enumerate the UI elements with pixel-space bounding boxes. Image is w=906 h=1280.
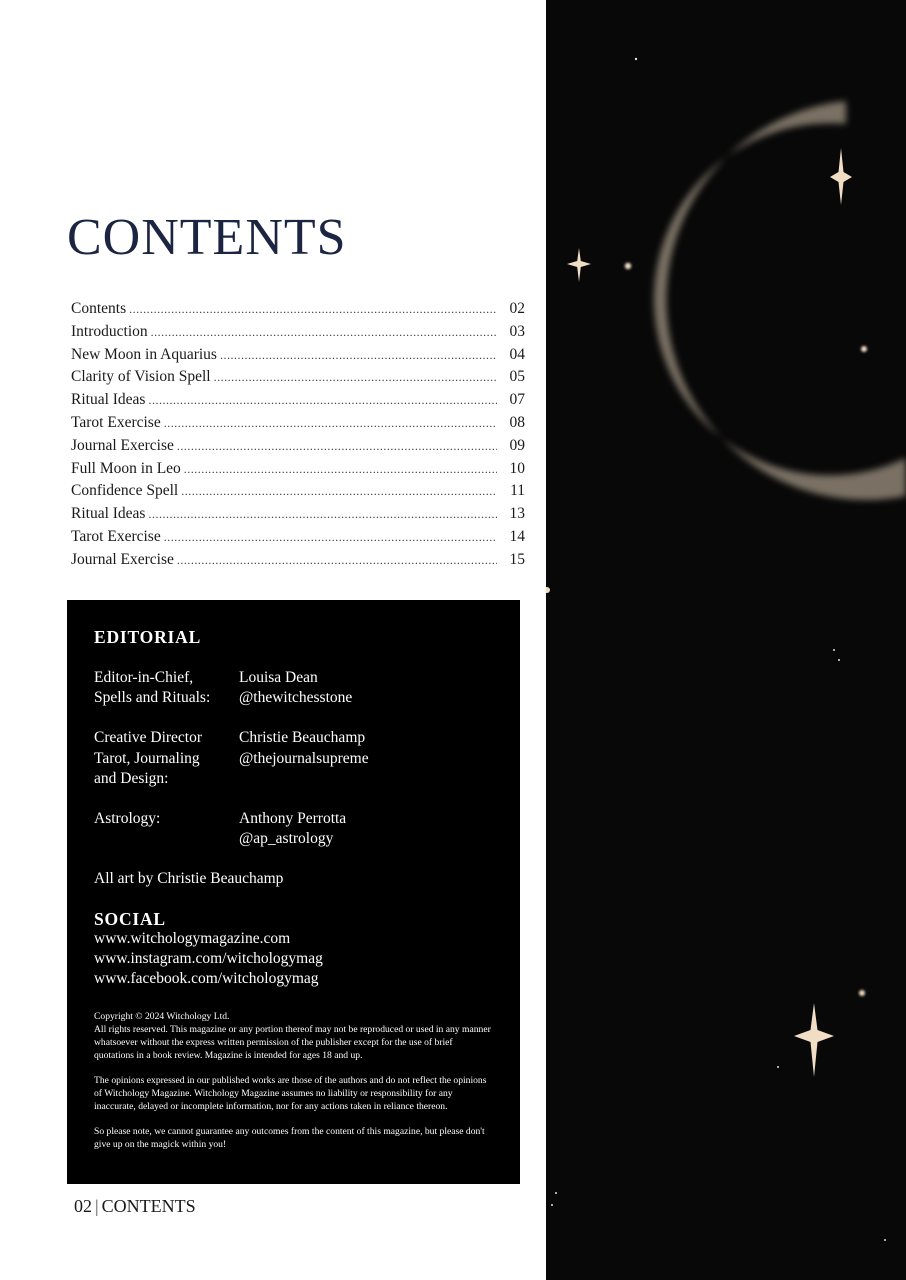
- toc-leader-dots: [177, 439, 497, 454]
- toc-leader-dots: [164, 530, 497, 545]
- credit-line: [94, 769, 494, 789]
- dot-icon: [838, 659, 840, 661]
- credit-role: Tarot, Journaling: [94, 749, 200, 767]
- credit-name: @thewitchesstone: [239, 689, 353, 707]
- toc-leader-dots: [148, 507, 497, 522]
- toc-entry-page: 15: [509, 550, 525, 568]
- toc-entry[interactable]: [71, 323, 525, 346]
- toc-entry-title: New Moon in Aquarius: [71, 345, 217, 363]
- credit-role: [94, 829, 239, 849]
- toc-entry-page: 14: [509, 527, 525, 545]
- credit-name: Christie Beauchamp: [239, 729, 366, 747]
- dot-icon: [884, 1239, 886, 1241]
- toc-entry-page: 10: [509, 459, 525, 477]
- star-icon: [794, 1003, 834, 1077]
- toc-entry-title: Journal Exercise: [71, 550, 174, 568]
- toc-entry-page: 11: [510, 482, 525, 500]
- toc-entry[interactable]: [71, 551, 525, 574]
- toc-entry-page: 08: [509, 413, 525, 431]
- credit-role: Astrology:: [94, 810, 161, 828]
- crescent-moon-icon: [654, 101, 906, 500]
- credit-line: [94, 749, 494, 769]
- dot-icon: [546, 587, 550, 593]
- social-link[interactable]: www.witchologymagazine.com: [94, 929, 291, 947]
- rights-text: All rights reserved. This magazine or any portion thereof may not be reproduced or used in any manner whatsoever without the express written permission of the publisher except for the use of brief quotations in a book review. Magazine is intended for ages 18 and up.: [94, 1024, 491, 1061]
- toc-entry[interactable]: [71, 528, 525, 551]
- toc-entry-title: Tarot Exercise: [71, 527, 161, 545]
- toc-entry-page: 07: [509, 391, 525, 409]
- toc-leader-dots: [214, 370, 497, 385]
- credit-name: @ap_astrology: [239, 830, 334, 848]
- credit-line: [94, 809, 494, 829]
- legal-text: [94, 1011, 494, 1152]
- credit-role: Creative Director: [94, 729, 203, 747]
- credit-line: [94, 829, 494, 849]
- footer-section: CONTENTS: [101, 1196, 196, 1216]
- page-footer: [74, 1196, 196, 1217]
- credit-role: Editor-in-Chief,: [94, 669, 194, 686]
- night-sky-illustration: [546, 0, 906, 1280]
- star-icon: [567, 248, 591, 282]
- toc-entry[interactable]: [71, 391, 525, 414]
- toc-leader-dots: [181, 484, 497, 499]
- toc-entry-page: 09: [509, 436, 525, 454]
- toc-entry-page: 02: [509, 300, 525, 317]
- toc-entry-title: Tarot Exercise: [71, 413, 161, 431]
- toc-entry-page: 05: [509, 368, 525, 386]
- night-sky-art: [546, 0, 906, 1280]
- toc-entry[interactable]: [71, 346, 525, 369]
- editorial-panel: [67, 600, 520, 1184]
- toc-entry-title: Introduction: [71, 322, 148, 340]
- toc-entry[interactable]: [71, 300, 525, 323]
- toc-entry-title: Full Moon in Leo: [71, 459, 181, 477]
- credit-role: and Design:: [94, 769, 169, 787]
- editorial-heading: EDITORIAL: [94, 627, 202, 647]
- credit-name: @thejournalsupreme: [239, 749, 369, 767]
- social-links: [94, 929, 494, 990]
- editorial-credits: [94, 668, 494, 849]
- social-heading: SOCIAL: [94, 908, 166, 929]
- toc-leader-dots: [129, 302, 497, 317]
- toc-entry-title: Clarity of Vision Spell: [71, 368, 211, 386]
- social-link[interactable]: www.instagram.com/witchologymag: [94, 949, 323, 967]
- copyright-line: Copyright © 2024 Witchology Ltd.: [94, 1011, 230, 1023]
- credit-line: [94, 688, 494, 708]
- disclaimer-text: So please note, we cannot guarantee any outcomes from the content of this magazine, but please don't give up on the magick within you!: [94, 1126, 485, 1151]
- dot-icon: [777, 1066, 779, 1068]
- toc-entry[interactable]: [71, 437, 525, 460]
- toc-entry-page: 13: [509, 505, 525, 523]
- dot-icon: [625, 263, 631, 269]
- toc-entry-title: Ritual Ideas: [71, 505, 146, 523]
- toc-leader-dots: [148, 393, 497, 408]
- dot-icon: [861, 346, 867, 352]
- social-link[interactable]: www.facebook.com/witchologymag: [94, 970, 319, 988]
- toc-entry[interactable]: [71, 368, 525, 391]
- toc-leader-dots: [151, 325, 497, 340]
- toc-entry-title: Confidence Spell: [71, 482, 179, 500]
- toc-leader-dots: [220, 348, 497, 363]
- dot-icon: [555, 1192, 557, 1194]
- credit-line: [94, 728, 494, 748]
- page-title: CONTENTS: [67, 209, 347, 266]
- toc-entry-page: 04: [509, 345, 525, 363]
- toc-leader-dots: [164, 416, 497, 431]
- dot-icon: [859, 990, 865, 996]
- dot-icon: [635, 58, 637, 60]
- toc-entry-title: Journal Exercise: [71, 436, 174, 454]
- toc-entry[interactable]: [71, 482, 525, 505]
- toc-entry-page: 03: [509, 322, 525, 340]
- opinions-text: The opinions expressed in our published works are those of the authors and do not reflect the opinions of Witchology Magazine. Witchology Magazine assumes no liability or responsibility for any inaccurate, delayed or incomplete information, nor for any actions taken in reliance thereon.: [94, 1075, 487, 1112]
- toc-entry[interactable]: [71, 460, 525, 483]
- table-of-contents: [71, 300, 525, 574]
- credit-role: Spells and Rituals:: [94, 689, 211, 707]
- credit-name: Louisa Dean: [239, 669, 318, 686]
- credit-name: [239, 769, 494, 789]
- toc-entry-title: Ritual Ideas: [71, 391, 146, 409]
- toc-leader-dots: [184, 462, 497, 477]
- toc-entry-title: Contents: [71, 300, 127, 317]
- footer-separator: |: [95, 1196, 99, 1216]
- star-icon: [830, 148, 852, 205]
- credit-line: [94, 668, 494, 688]
- credit-name: Anthony Perrotta: [239, 810, 347, 828]
- dot-icon: [551, 1204, 553, 1206]
- toc-entry[interactable]: [71, 414, 525, 437]
- dot-icon: [833, 649, 835, 651]
- toc-leader-dots: [177, 553, 497, 568]
- art-credit: All art by Christie Beauchamp: [94, 870, 284, 888]
- toc-entry[interactable]: [71, 505, 525, 528]
- footer-page-number: 02: [74, 1196, 92, 1216]
